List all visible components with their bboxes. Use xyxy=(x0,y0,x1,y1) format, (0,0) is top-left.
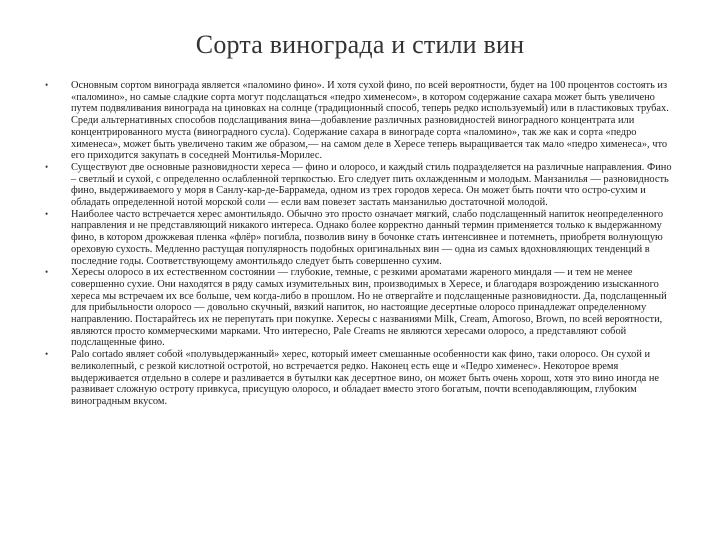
bullet-dot-icon: • xyxy=(45,208,49,219)
bullet-item xyxy=(45,267,675,349)
bullet-item xyxy=(45,80,675,162)
bullet-list xyxy=(45,80,675,408)
bullet-dot-icon: • xyxy=(45,80,49,90)
bullet-item xyxy=(45,162,675,209)
bullet-item xyxy=(45,349,675,408)
bullet-text: Наиболее часто встречается херес амонтильядо. Обычно это просто означает мягкий, слабо подслащенный напиток неопределенного направления и не представляющий никакого интереса. Однако более корректно данный термин применяется только к выдержанному фино, в котором дрожжевая пленка «флёр» погибла, позволив вину в бочонке стать интенсивнее и потемнеть, приобретя волнующую ореховую сухость. Медленно растущая популярность подобных оригинальных вин — одна из самых вдохновляющих тенденций в последние годы. Соответствующему амонтильядо следует быть совершенно сухим. xyxy=(71,208,664,267)
bullet-text: Хересы олоросо в их естественном состоянии — глубокие, темные, с резкими ароматами жареного миндаля — и тем не менее совершенно сухие. Они находятся в ряду самых изумительных вин, производимых в Хересе, и благодаря возрождению изысканного хереса мы встречаем их все больше, чем когда-либо в прошлом. Но не отвергайте и подслащенные разновидности. Да, подслащенный для прибыльности олоросо — довольно скучный, вязкий напиток, но настоящие десертные олоросо принадлежат определенному направлению. Постарайтесь их не перепутать при покупке. Хересы с названиями Milk, Cream, Amoroso, Brown, по всей вероятности, являются просто коммерческими марками. Что интересно, Pale Creams не являются хересами олоросо, а представляют собой подслащенные фино. xyxy=(71,267,667,349)
bullet-dot-icon: • xyxy=(45,267,49,278)
bullet-text: Основным сортом винограда является «паломино фино». И хотя сухой фино, по всей вероятности, будет на 100 процентов состоять из «паломино», но самые сладкие сорта могут подслащаться «педро хименесом», в котором содержание сахара может быть увеличено путем подвяливания винограда на циновках на солнце (традиционный способ, теперь редко используемый) или в пластиковых трубах. Среди альтернативных способов подслащивания вина—добавление различных разновидностей виноградного концентрата или концентрированного муста (виноградного сусла). Содержание сахара в винограде сорта «паломино», так же как и сорта «педро хименеса», может быть увеличено таким же образом,— на самом деле в Хересе теперь выращивается так мало «педро хименеса», что его приходится закупать в соседней Монтилья-Морилес. xyxy=(71,80,669,162)
bullet-dot-icon: • xyxy=(45,161,49,172)
slide-title: Сорта винограда и стили вин xyxy=(195,30,525,59)
bullet-text: Palo cortado являет собой «полувыдержанный» херес, который имеет смешанные особенности как фино, таки олоросо. Он сухой и великолепный, с резкой кислотной остротой, но встречается редко. Наконец есть еще и «Педро хименес». Некоторое время выдерживается отдельно в солере и разливается в бутылки как десертное вино, он может быть очень хорош, хотя это вино иногда не развивает сложную остроту привкуса, присущую олоросо, и обладает вместо этого богатым, почти всеподавляющим, глубоким виноградным вкусом. xyxy=(71,349,660,407)
bullet-dot-icon: • xyxy=(45,349,49,360)
bullet-item xyxy=(45,209,675,268)
bullet-text: Существуют две основные разновидности хереса — фино и олоросо, и каждый стиль подразделяется на различные направления. Фино – светлый и сухой, с определенно ослабленной терпкостью. Его следует пить охлажденным и молодым. Манзанилья — разновидность фино, выдерживаемого у моря в Санлу-кар-де-Баррамеда, одном из трех городов хереса. Он может быть почти что остро-сухим и обладать определенной нотой морской соли — если вам повезет застать манзанилью достаточной молодой. xyxy=(71,161,672,209)
